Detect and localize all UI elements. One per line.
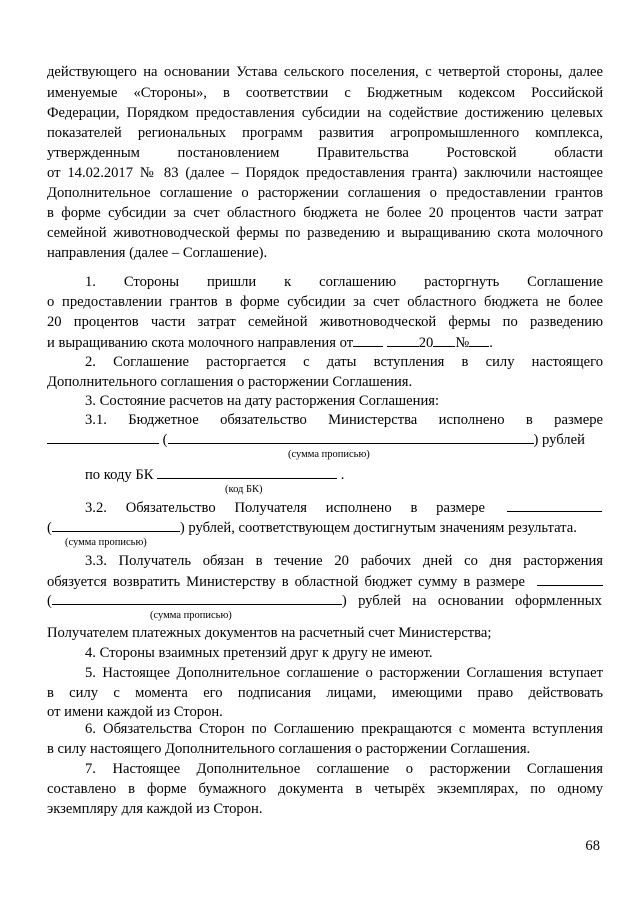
paren: (: [162, 432, 168, 448]
year-blank[interactable]: [433, 333, 455, 347]
intro-line: показателей региональных программ развития агропромышленного комплекса,: [47, 125, 603, 141]
clause-3-2: 3.2. Обязательство Получателя исполнено в размере: [85, 500, 485, 516]
amount-blank[interactable]: [47, 430, 159, 444]
amount-blank[interactable]: [537, 572, 603, 586]
intro-line: Федерации, Порядком предоставления субсидии на содействие достижению целевых: [47, 105, 603, 121]
page-number: 68: [585, 838, 600, 854]
intro-line: именуемые «Стороны», в соответствии с Бюджетным кодексом Российской: [47, 85, 603, 101]
clause-1-line: 20 процентов части затрат семейной животноводческой фермы по разведению: [47, 314, 603, 330]
clause-6-line: 6. Обязательства Сторон по Соглашению прекращаются с момента вступления: [85, 721, 603, 737]
clause-7-line: 7. Настоящее Дополнительное соглашение о расторжении Соглашения: [85, 761, 603, 777]
date-blank[interactable]: [353, 333, 383, 347]
paren: (: [47, 520, 52, 536]
clause-1-text: и выращиванию скота молочного направления от: [47, 335, 354, 351]
clause-2-line: 2. Соглашение расторгается с даты вступления в силу настоящего: [85, 354, 603, 370]
clause-5-line: от имени каждой из Сторон.: [47, 704, 223, 720]
sum-words-label: (сумма прописью): [288, 449, 370, 460]
clause-6-line: в силу настоящего Дополнительного соглашения о расторжении Соглашения.: [47, 741, 531, 757]
intro-line: в форме субсидии за счет областного бюджета не более 20 процентов части затрат: [47, 205, 603, 221]
clause-3-3-amount-line: [47, 591, 603, 610]
amount-blank[interactable]: [507, 498, 602, 512]
clause-7-line: составлено в форме бумажного документа в четырёх экземплярах, по одному: [47, 781, 603, 797]
number-sign: №: [455, 335, 470, 351]
clause-3-1-amount-line: [47, 430, 603, 449]
rubles-label: ) рублей, соответствующем достигнутым значениям результата.: [179, 520, 577, 536]
clause-1-line: о предоставлении грантов в форме субсидии за счет областного бюджета не более: [47, 294, 603, 310]
rubles-label: ) рублей на основании оформленных: [341, 593, 602, 609]
rubles-label: ) рублей: [533, 432, 585, 448]
month-blank[interactable]: [387, 333, 419, 347]
intro-line: Дополнительное соглашение о расторжении соглашения о предоставлении грантов: [47, 185, 603, 201]
amount-words-blank[interactable]: [52, 591, 342, 605]
clause-3-3-end: Получателем платежных документов на расчетный счет Министерства;: [47, 625, 492, 641]
clause-3-3: 3.3. Получатель обязан в течение 20 рабочих дней со дня расторжения: [85, 553, 603, 569]
amount-words-blank[interactable]: [52, 518, 180, 532]
clause-3-3-text: обязуется возвратить Министерству в областной бюджет сумму в размере: [47, 574, 525, 590]
paren: (: [47, 593, 52, 609]
clause-3-2-line: [85, 498, 603, 517]
kbk-blank[interactable]: [157, 465, 337, 479]
clause-7-line: экземпляру для каждой из Сторон.: [47, 801, 263, 817]
intro-line: семейной животноводческой фермы по разведению и выращиванию скота молочного: [47, 225, 603, 241]
clause-3-3-line: [47, 572, 603, 591]
period: .: [489, 335, 493, 351]
intro-line: утвержденным постановлением Правительства Ростовской области: [47, 145, 603, 161]
intro-line: действующего на основании Устава сельского поселения, с четвертой стороны, далее: [47, 64, 603, 80]
intro-line: направления (далее – Соглашение).: [47, 245, 268, 261]
clause-3: 3. Состояние расчетов на дату расторжения Соглашения:: [85, 393, 440, 409]
clause-1-last-line: [47, 333, 603, 352]
period: .: [340, 467, 345, 483]
clause-3-2-amount-line: [47, 518, 603, 537]
sum-words-label: (сумма прописью): [150, 610, 232, 621]
clause-2-line: Дополнительного соглашения о расторжении Соглашения.: [47, 374, 413, 390]
intro-line: от 14.02.2017 № 83 (далее – Порядок предоставления гранта) заключили настоящее: [47, 165, 603, 181]
clause-4: 4. Стороны взаимных претензий друг к другу не имеют.: [85, 645, 433, 661]
sum-words-label: (сумма прописью): [65, 537, 147, 548]
clause-3-1: 3.1. Бюджетное обязательство Министерства исполнено в размере: [85, 412, 603, 428]
clause-5-line: в силу с момента его подписания лицами, имеющими право действовать: [47, 685, 603, 701]
number-blank[interactable]: [469, 333, 489, 347]
year-prefix: 20: [418, 335, 434, 351]
clause-1-line: 1. Стороны пришли к соглашению расторгнуть Соглашение: [85, 274, 603, 290]
kbk-label: (код БК): [225, 484, 263, 495]
kbk-prefix: по коду БК: [85, 467, 154, 483]
clause-5-line: 5. Настоящее Дополнительное соглашение о расторжении Соглашения вступает: [85, 665, 603, 681]
kbk-line: [85, 465, 603, 484]
amount-words-blank[interactable]: [168, 430, 534, 444]
